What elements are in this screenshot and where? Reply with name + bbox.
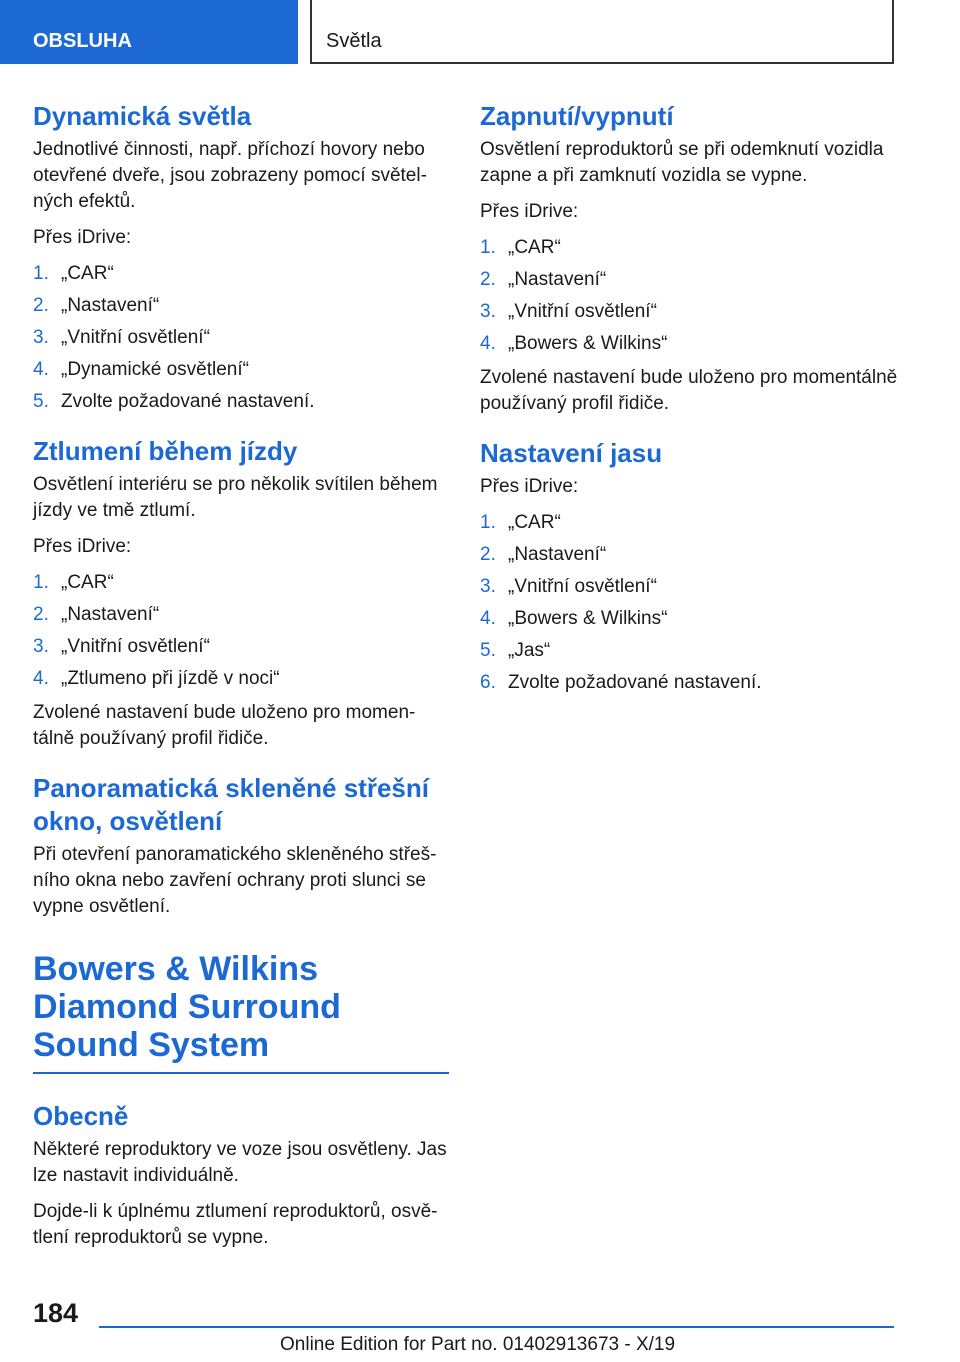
section-panorama-roof [33, 772, 449, 920]
list-item: 5. „Jas“ [480, 640, 551, 661]
list-item: 4. „Dynamické osvětlení“ [33, 359, 249, 380]
section-title: Dynamická světla [33, 101, 252, 131]
paragraph: Osvětlení interiéru se pro několik svítilen během jízdy ve tmě ztlumí. [33, 474, 438, 521]
edition-note: Online Edition for Part no. 01402913673 - X/19 [280, 1334, 676, 1355]
list-item: 2. „Nastavení“ [480, 544, 607, 565]
page-number: 184 [33, 1298, 79, 1328]
footer-divider [99, 1326, 894, 1328]
section-general [33, 1100, 449, 1251]
paragraph: Přes iDrive: [480, 201, 579, 222]
list-item: 4. „Bowers & Wilkins“ [480, 608, 668, 629]
main-heading-wrap [33, 950, 449, 1074]
list-item: 2. „Nastavení“ [33, 295, 160, 316]
left-column [33, 100, 449, 1271]
steps-list [33, 261, 449, 415]
list-item: 3. „Vnitřní osvětlení“ [33, 636, 210, 657]
paragraph: Dojde-li k úplnému ztlumení reproduktorů, osvětlení reproduktorů se vypne. [33, 1201, 438, 1248]
section-title: Obecně [33, 1101, 129, 1131]
list-item: 1. „CAR“ [33, 572, 114, 593]
list-item: 5. Zvolte požadované nastavení. [33, 391, 315, 412]
main-heading: Bowers & Wilkins Diamond Surround Sound System [33, 950, 449, 1074]
paragraph: Přes iDrive: [33, 536, 132, 557]
paragraph: Osvětlení reproduktorů se při odemknutí vozidla zapne a při zamknutí vozidla se vypne. [480, 139, 884, 186]
section-dimming [33, 435, 449, 752]
steps-list [480, 510, 900, 696]
section-brightness [480, 437, 900, 696]
list-item: 4. „Ztlumeno při jízdě v noci“ [33, 668, 280, 689]
paragraph: Zvolené nastavení bude uloženo pro momentálně používaný profil řidiče. [33, 702, 416, 749]
section-title: Zapnutí/vypnutí [480, 101, 674, 131]
paragraph: Zvolené nastavení bude uloženo pro momentálně používaný profil řidiče. [480, 367, 898, 414]
list-item: 2. „Nastavení“ [33, 604, 160, 625]
list-item: 1. „CAR“ [480, 237, 561, 258]
paragraph: Přes iDrive: [480, 476, 579, 497]
right-column [480, 100, 900, 716]
paragraph: Přes iDrive: [33, 227, 132, 248]
chapter-label: Světla [326, 30, 382, 52]
section-title: Nastavení jasu [480, 438, 663, 468]
section-label: OBSLUHA [33, 30, 132, 52]
list-item: 1. „CAR“ [33, 263, 114, 284]
list-item: 3. „Vnitřní osvětlení“ [480, 301, 657, 322]
list-item: 3. „Vnitřní osvětlení“ [33, 327, 210, 348]
list-item: 4. „Bowers & Wilkins“ [480, 333, 668, 354]
steps-list [480, 235, 900, 357]
list-item: 6. Zvolte požadované nastavení. [480, 672, 762, 693]
list-item: 1. „CAR“ [480, 512, 561, 533]
section-tab [0, 0, 298, 64]
section-on-off [480, 100, 900, 417]
chapter-header [310, 0, 894, 64]
steps-list [33, 570, 449, 692]
section-dynamic-lights [33, 100, 449, 415]
list-item: 2. „Nastavení“ [480, 269, 607, 290]
section-title: Panoramatická skleněné střešní okno, osvětlení [33, 773, 429, 836]
paragraph: Při otevření panoramatického skleněného střešního okna nebo zavření ochrany proti slunci se vypne osvětlení. [33, 844, 437, 917]
list-item: 3. „Vnitřní osvětlení“ [480, 576, 657, 597]
paragraph: Některé reproduktory ve voze jsou osvětleny. Jas lze nastavit individuálně. [33, 1139, 447, 1186]
section-title: Ztlumení během jízdy [33, 436, 298, 466]
paragraph: Jednotlivé činnosti, např. příchozí hovory nebo otevřené dveře, jsou zobrazeny pomocí světelných efektů. [33, 139, 427, 212]
